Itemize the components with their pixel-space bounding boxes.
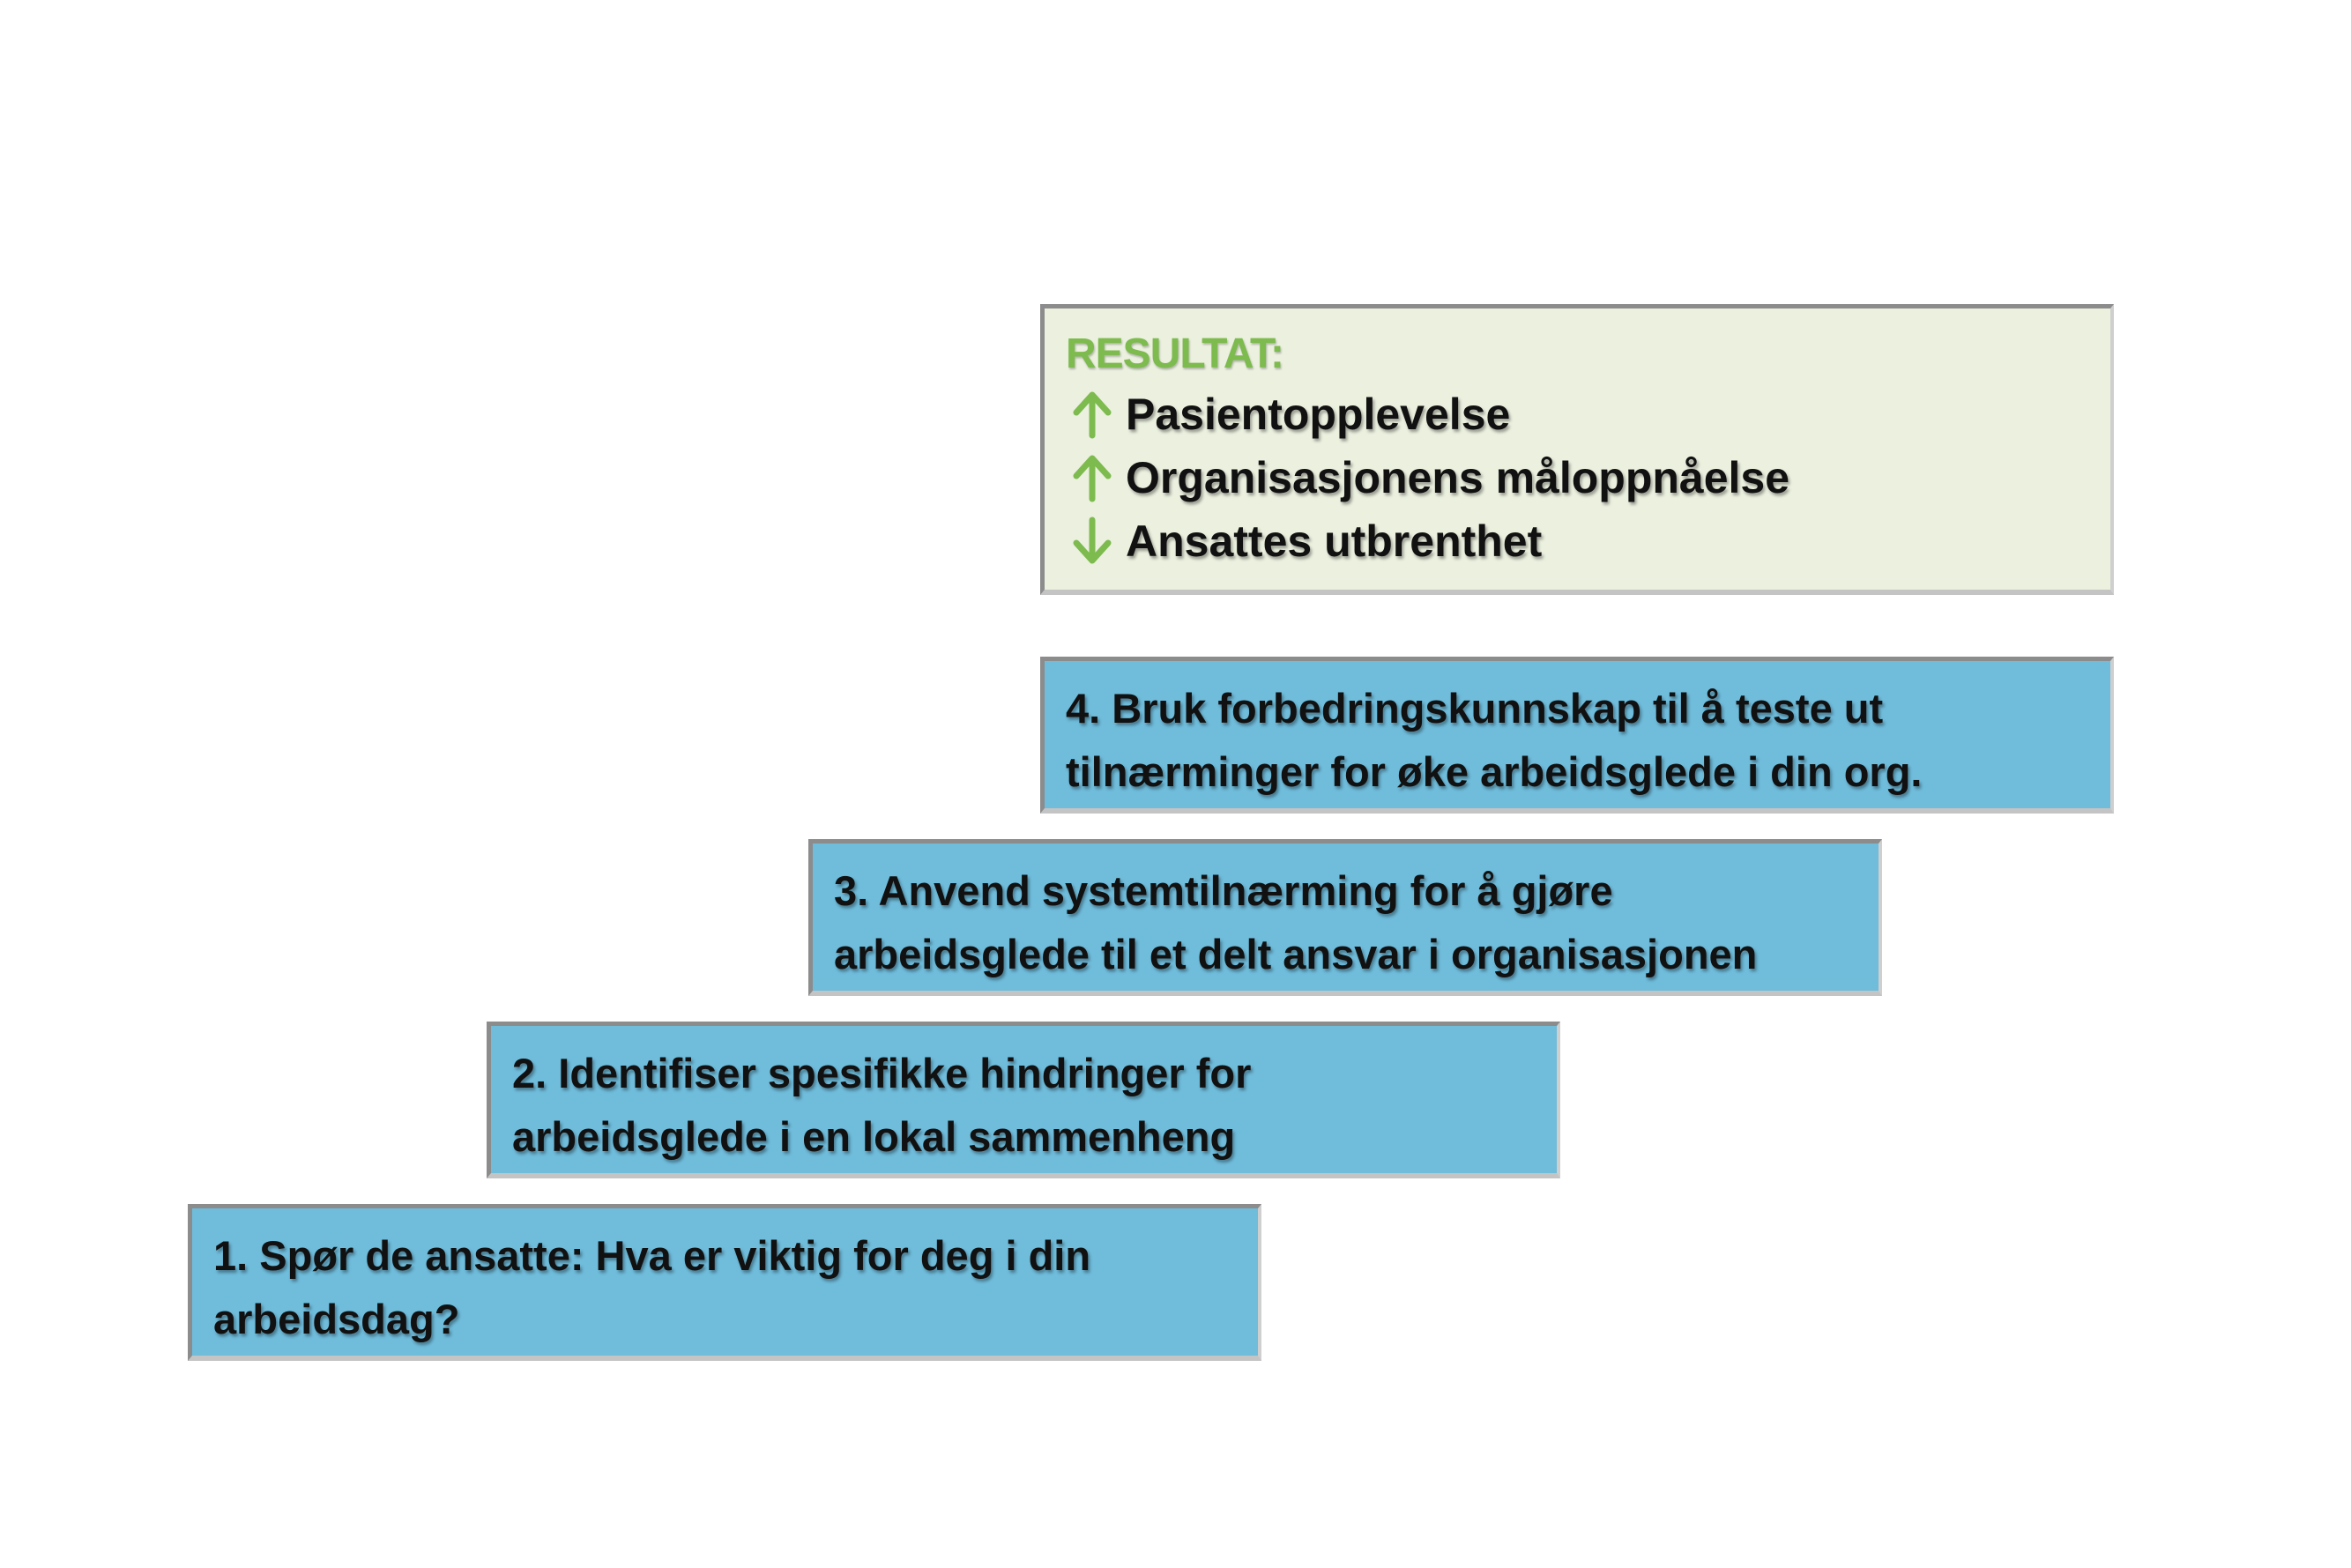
step-3-line-2: arbeidsglede til et delt ansvar i organisasjonen xyxy=(834,931,1758,977)
step-4-line-1: 4. Bruk forbedringskunnskap til å teste ut xyxy=(1066,685,1884,732)
result-box xyxy=(1040,304,2114,595)
step-4-box xyxy=(1040,657,2114,814)
step-1-box xyxy=(188,1204,1261,1361)
step-2-line-2: arbeidsglede i en lokal sammenheng xyxy=(512,1113,1236,1160)
step-1-line-2: arbeidsdag? xyxy=(213,1296,460,1342)
step-3-box xyxy=(808,839,1882,996)
result-item-burnout xyxy=(1066,509,2089,573)
arrow-down-icon xyxy=(1066,515,1119,568)
arrow-up-icon xyxy=(1066,388,1119,441)
step-3-line-1: 3. Anvend systemtilnærming for å gjøre xyxy=(834,867,1613,914)
arrow-up-icon xyxy=(1066,451,1119,504)
step-4-line-2: tilnærminger for øke arbeidsglede i din org. xyxy=(1066,748,1923,795)
result-item-patient-experience xyxy=(1066,383,2089,446)
step-2-line-1: 2. Identifiser spesifikke hindringer for xyxy=(512,1050,1252,1096)
result-item-label: Pasientopplevelse xyxy=(1126,390,1511,439)
result-title: RESULTAT: xyxy=(1066,331,1283,377)
step-2-box xyxy=(487,1022,1560,1178)
result-item-goal-achievement xyxy=(1066,446,2089,509)
result-item-label: Organisasjonens måloppnåelse xyxy=(1126,453,1790,502)
result-item-label: Ansattes utbrenthet xyxy=(1126,516,1543,566)
step-1-line-1: 1. Spør de ansatte: Hva er viktig for deg i din xyxy=(213,1232,1091,1279)
